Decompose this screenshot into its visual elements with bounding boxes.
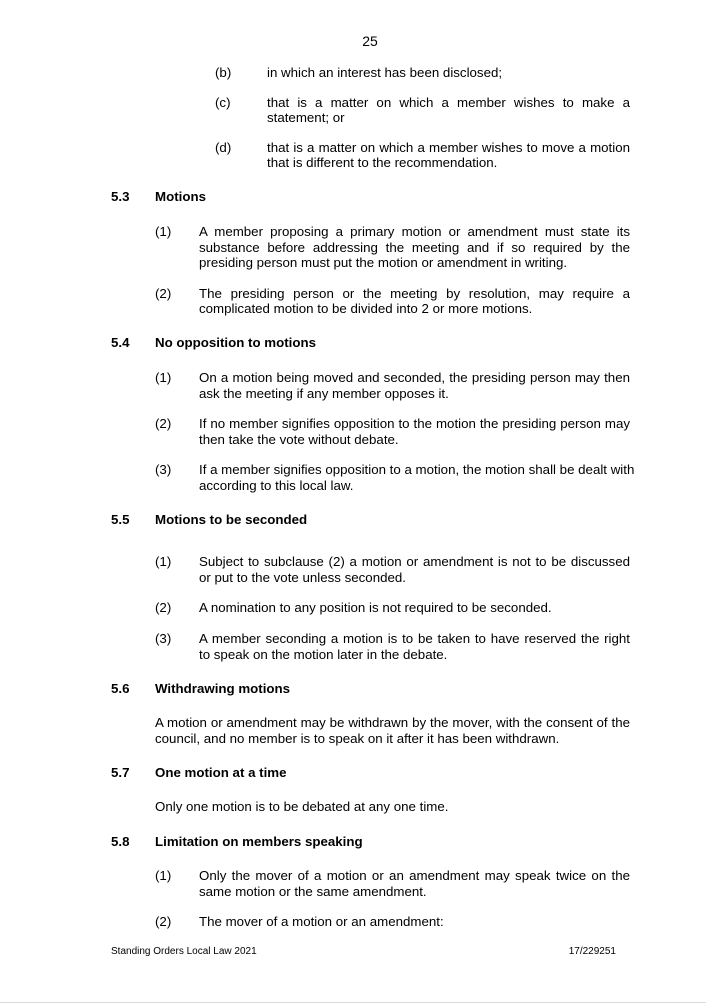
section-title: Withdrawing motions [155, 681, 291, 696]
item-label: (1) [155, 370, 172, 385]
item-line: A member proposing a primary motion or amendment must state its [199, 224, 630, 239]
item-line: that is different to the recommendation. [267, 155, 498, 170]
item-line: The mover of a motion or an amendment: [199, 914, 444, 929]
item-line: presiding person must put the motion or amendment in writing. [199, 255, 568, 270]
item-label: (3) [155, 631, 172, 646]
item-line: or put to the vote unless seconded. [199, 570, 406, 585]
item-line: then take the vote without debate. [199, 432, 399, 447]
item-line: On a motion being moved and seconded, the presiding person may then [199, 370, 630, 385]
section-number: 5.7 [111, 765, 130, 780]
section-number: 5.5 [111, 512, 130, 527]
item-line: A member seconding a motion is to be taken to have reserved the right [199, 631, 630, 646]
item-line: that is a matter on which a member wishes to make a [267, 95, 630, 110]
section-title: One motion at a time [155, 765, 287, 780]
item-line: in which an interest has been disclosed; [267, 65, 503, 80]
paragraph-line: Only one motion is to be debated at any one time. [155, 799, 449, 814]
paragraph-line: A motion or amendment may be withdrawn by the mover, with the consent of the [155, 715, 630, 730]
section-number: 5.8 [111, 834, 130, 849]
item-line: If a member signifies opposition to a motion, the motion shall be dealt with [199, 462, 635, 477]
section-number: 5.6 [111, 681, 130, 696]
item-line: Subject to subclause (2) a motion or amendment is not to be discussed [199, 554, 630, 569]
page-edge-divider [0, 1002, 706, 1003]
item-line: Only the mover of a motion or an amendment may speak twice on the [199, 868, 630, 883]
item-line: substance before addressing the meeting and if so required by the [199, 240, 630, 255]
section-title: Motions [155, 189, 206, 204]
page-number: 25 [362, 33, 378, 49]
section-title: Motions to be seconded [155, 512, 308, 527]
item-label: (1) [155, 554, 172, 569]
item-line: to speak on the motion later in the debate. [199, 647, 448, 662]
item-label: (3) [155, 462, 172, 477]
item-label: (1) [155, 224, 172, 239]
section-number: 5.3 [111, 189, 130, 204]
item-line: complicated motion to be divided into 2 or more motions. [199, 301, 533, 316]
item-label: (1) [155, 868, 172, 883]
footer-reference: 17/229251 [568, 946, 616, 957]
item-label: (c) [215, 95, 231, 110]
item-label: (b) [215, 65, 232, 80]
item-label: (d) [215, 140, 232, 155]
item-label: (2) [155, 286, 172, 301]
section-number: 5.4 [111, 335, 130, 350]
section-title: No opposition to motions [155, 335, 317, 350]
item-line: that is a matter on which a member wishes to move a motion [267, 140, 630, 155]
paragraph-line: council, and no member is to speak on it after it has been withdrawn. [155, 731, 560, 746]
item-label: (2) [155, 600, 172, 615]
item-line: same motion or the same amendment. [199, 884, 427, 899]
item-line: A nomination to any position is not required to be seconded. [199, 600, 552, 615]
item-line: ask the meeting if any member opposes it. [199, 386, 449, 401]
section-title: Limitation on members speaking [155, 834, 363, 849]
item-line: The presiding person or the meeting by resolution, may require a [199, 286, 630, 301]
footer-title: Standing Orders Local Law 2021 [111, 946, 257, 957]
item-line: according to this local law. [199, 478, 354, 493]
item-label: (2) [155, 416, 172, 431]
item-label: (2) [155, 914, 172, 929]
item-line: If no member signifies opposition to the motion the presiding person may [199, 416, 630, 431]
item-line: statement; or [267, 110, 345, 125]
